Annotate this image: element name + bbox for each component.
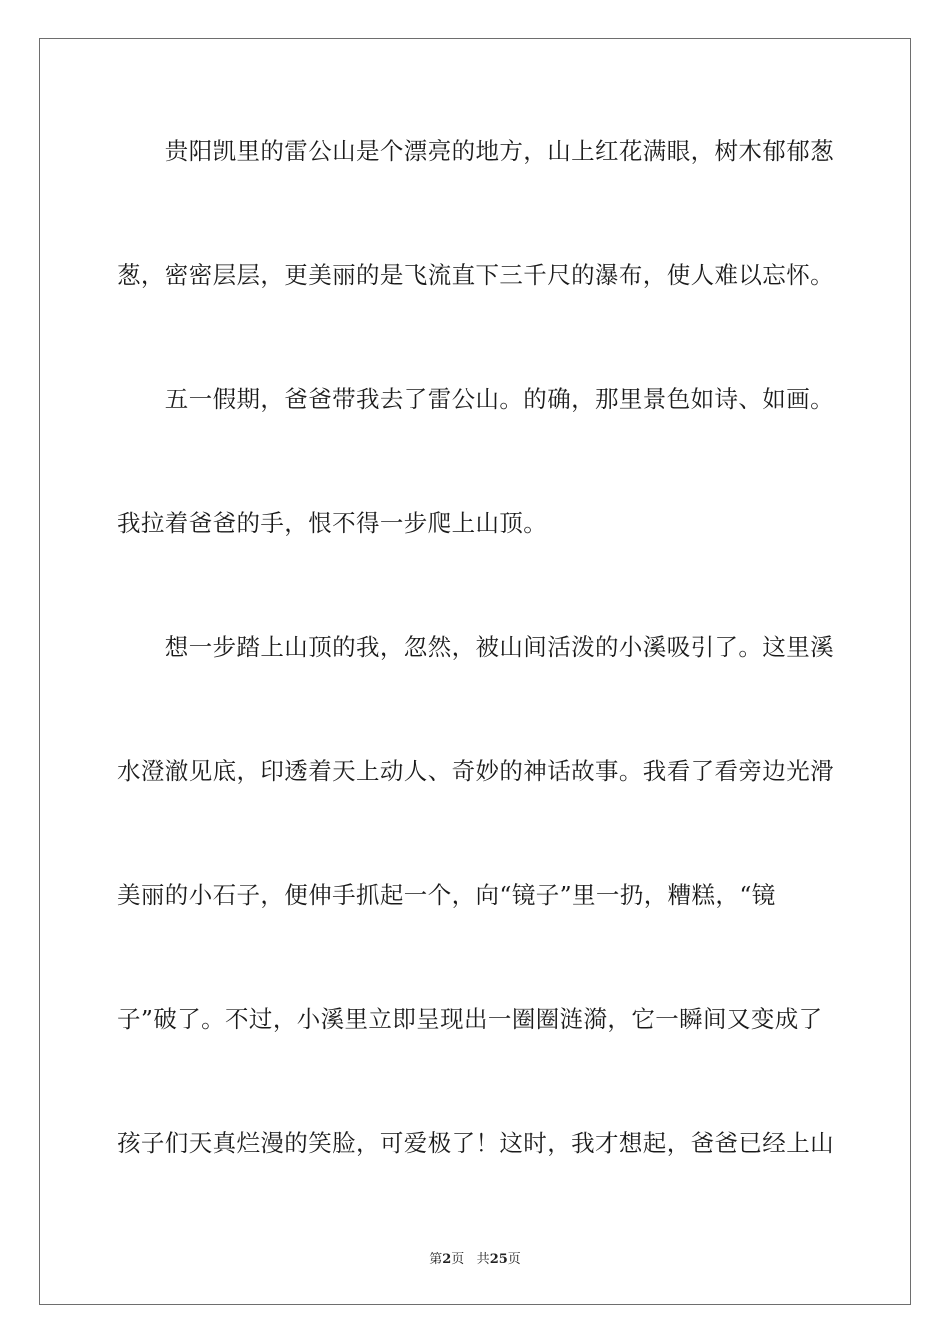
total-prefix: 共 bbox=[476, 1252, 490, 1267]
text-line: 葱，密密层层，更美丽的是飞流直下三千尺的瀑布，使人难以忘怀。 bbox=[117, 261, 834, 289]
page-border bbox=[39, 38, 911, 1305]
text-line: 贵阳凯里的雷公山是个漂亮的地方，山上红花满眼，树木郁郁葱 bbox=[117, 137, 834, 165]
total-suffix: 页 bbox=[507, 1252, 521, 1267]
text-line: 子”破了。不过，小溪里立即呈现出一圈圈涟漪，它一瞬间又变成了 bbox=[117, 1005, 823, 1033]
page-suffix: 页 bbox=[451, 1252, 465, 1267]
page-number: 2 bbox=[442, 1252, 452, 1267]
text-line: 五一假期，爸爸带我去了雷公山。的确，那里景色如诗、如画。 bbox=[117, 385, 834, 413]
text-line: 想一步踏上山顶的我，忽然，被山间活泼的小溪吸引了。这里溪 bbox=[117, 633, 834, 661]
text-line: 水澄澈见底，印透着天上动人、奇妙的神话故事。我看了看旁边光滑 bbox=[117, 757, 834, 785]
text-line: 孩子们天真烂漫的笑脸，可爱极了！这时，我才想起，爸爸已经上山 bbox=[117, 1129, 834, 1157]
page-footer bbox=[0, 1248, 950, 1267]
page-prefix: 第 bbox=[429, 1252, 443, 1267]
text-line: 美丽的小石子，便伸手抓起一个，向“镜子”里一扔，糟糕，“镜 bbox=[117, 881, 776, 909]
text-line: 我拉着爸爸的手，恨不得一步爬上山顶。 bbox=[117, 509, 548, 537]
total-pages: 25 bbox=[489, 1252, 508, 1267]
